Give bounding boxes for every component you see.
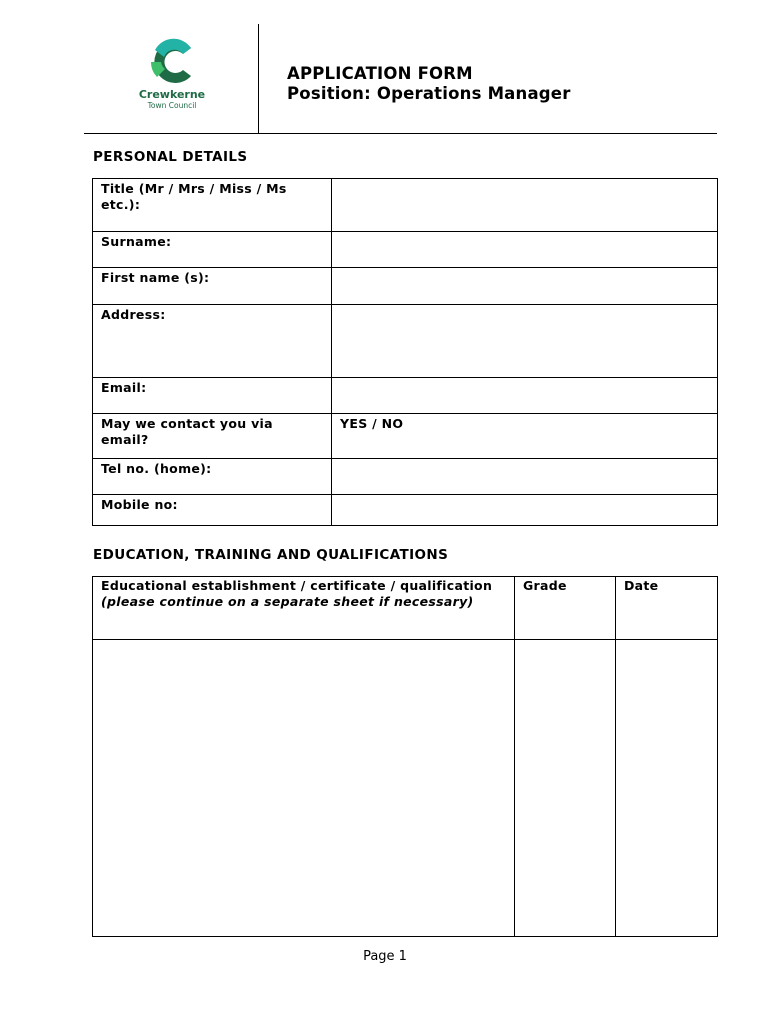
title-label: Title (Mr / Mrs / Miss / Ms etc.): <box>93 179 332 232</box>
table-header-row <box>93 577 718 640</box>
logo-subtitle: Town Council <box>147 101 197 110</box>
mobile-field[interactable] <box>332 495 718 526</box>
table-row <box>93 495 718 526</box>
title-field[interactable] <box>332 179 718 232</box>
contact-via-email-label: May we contact you via email? <box>93 414 332 459</box>
establishment-field[interactable] <box>93 640 515 937</box>
header-divider-vertical <box>258 24 259 134</box>
council-logo <box>130 36 214 120</box>
tel-home-field[interactable] <box>332 459 718 495</box>
education-heading: EDUCATION, TRAINING AND QUALIFICATIONS <box>93 547 449 563</box>
table-row <box>93 268 718 305</box>
page-number: Page 1 <box>363 949 407 964</box>
contact-via-email-field[interactable]: YES / NO <box>332 414 718 459</box>
table-row <box>93 305 718 378</box>
grade-field[interactable] <box>515 640 616 937</box>
address-label: Address: <box>93 305 332 378</box>
crewkerne-c-logo-icon <box>147 36 197 88</box>
grade-header: Grade <box>515 577 616 640</box>
first-name-field[interactable] <box>332 268 718 305</box>
table-row <box>93 414 718 459</box>
table-row <box>93 459 718 495</box>
tel-home-label: Tel no. (home): <box>93 459 332 495</box>
table-row <box>93 232 718 268</box>
date-header: Date <box>616 577 718 640</box>
form-title: APPLICATION FORM <box>287 64 473 83</box>
date-field[interactable] <box>616 640 718 937</box>
table-row <box>93 640 718 937</box>
education-table <box>92 576 718 937</box>
email-field[interactable] <box>332 378 718 414</box>
first-name-label: First name (s): <box>93 268 332 305</box>
mobile-label: Mobile no: <box>93 495 332 526</box>
surname-field[interactable] <box>332 232 718 268</box>
email-label: Email: <box>93 378 332 414</box>
personal-details-table <box>92 178 718 526</box>
table-row <box>93 179 718 232</box>
surname-label: Surname: <box>93 232 332 268</box>
table-row <box>93 378 718 414</box>
personal-details-heading: PERSONAL DETAILS <box>93 149 248 165</box>
address-field[interactable] <box>332 305 718 378</box>
position-title: Position: Operations Manager <box>287 84 571 103</box>
logo-name: Crewkerne <box>138 88 206 101</box>
establishment-header-label: Educational establishment / certificate / qualification <box>101 578 493 593</box>
establishment-header <box>93 577 515 640</box>
separate-sheet-note: (please continue on a separate sheet if necessary) <box>101 593 474 609</box>
header-divider-horizontal <box>84 133 717 134</box>
